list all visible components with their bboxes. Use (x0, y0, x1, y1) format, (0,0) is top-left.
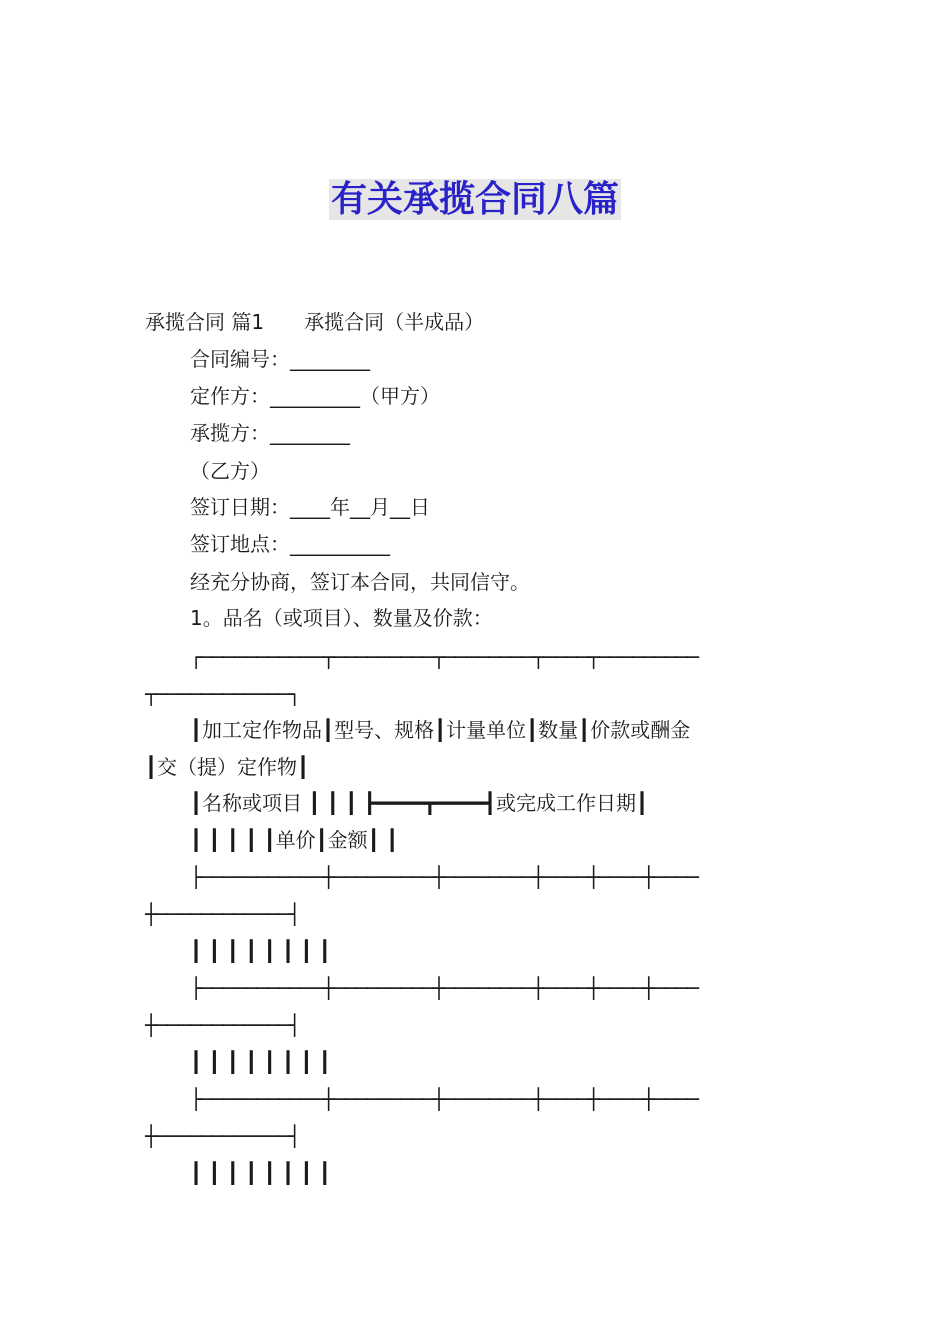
table-top-border-wrap: ┬────────────┐ (145, 682, 300, 706)
document-title-text: 有关承揽合同八篇 (330, 179, 619, 220)
document-title (0, 178, 950, 222)
table-row: ┃ ┃ ┃ ┃ ┃ ┃ ┃ ┃ (190, 1161, 331, 1185)
agreement-sentence: 经充分协商，签订本合同，共同信守。 (190, 570, 530, 594)
table-top-border: ┌───────────┬─────────┬────────┬────┬───────── (190, 645, 698, 669)
table-divider-wrap: ┼────────────┤ (145, 902, 300, 926)
table-header-row-1: ┃加工定作物品┃型号、规格┃计量单位┃数量┃价款或酬金 (190, 718, 691, 742)
table-divider: ├───────────┼─────────┼────────┼────┼────┼──── (190, 1087, 698, 1111)
sign-date-line: 签订日期：____年__月__日 (190, 495, 430, 519)
contract-number-line: 合同编号：________ (190, 347, 370, 371)
table-row: ┃ ┃ ┃ ┃ ┃ ┃ ┃ ┃ (190, 1050, 331, 1074)
table-header-row-1-wrap: ┃交（提）定作物┃ (145, 755, 310, 779)
party-b-label: （乙方） (190, 459, 270, 483)
table-divider-wrap: ┼────────────┤ (145, 1124, 300, 1148)
party-b-line: 承揽方：________ (190, 421, 350, 445)
table-header-row-3: ┃ ┃ ┃ ┃ ┃单价┃金额┃ ┃ (190, 828, 399, 852)
section-1-heading: 1。品名（或项目）、数量及价款： (190, 606, 493, 630)
party-a-line: 定作方：_________（甲方） (190, 384, 440, 408)
table-divider: ├───────────┼─────────┼────────┼────┼────┼──── (190, 865, 698, 889)
contract-heading: 承揽合同 篇1 承揽合同（半成品） (145, 310, 485, 334)
table-divider: ├───────────┼─────────┼────────┼────┼────┼──── (190, 976, 698, 1000)
table-header-row-2: ┃名称或项目 ┃ ┃ ┃ ┣━━━━┳━━━━┫或完成工作日期┃ (190, 791, 649, 815)
table-row: ┃ ┃ ┃ ┃ ┃ ┃ ┃ ┃ (190, 939, 331, 963)
sign-place-line: 签订地点：__________ (190, 532, 390, 556)
table-divider-wrap: ┼────────────┤ (145, 1013, 300, 1037)
